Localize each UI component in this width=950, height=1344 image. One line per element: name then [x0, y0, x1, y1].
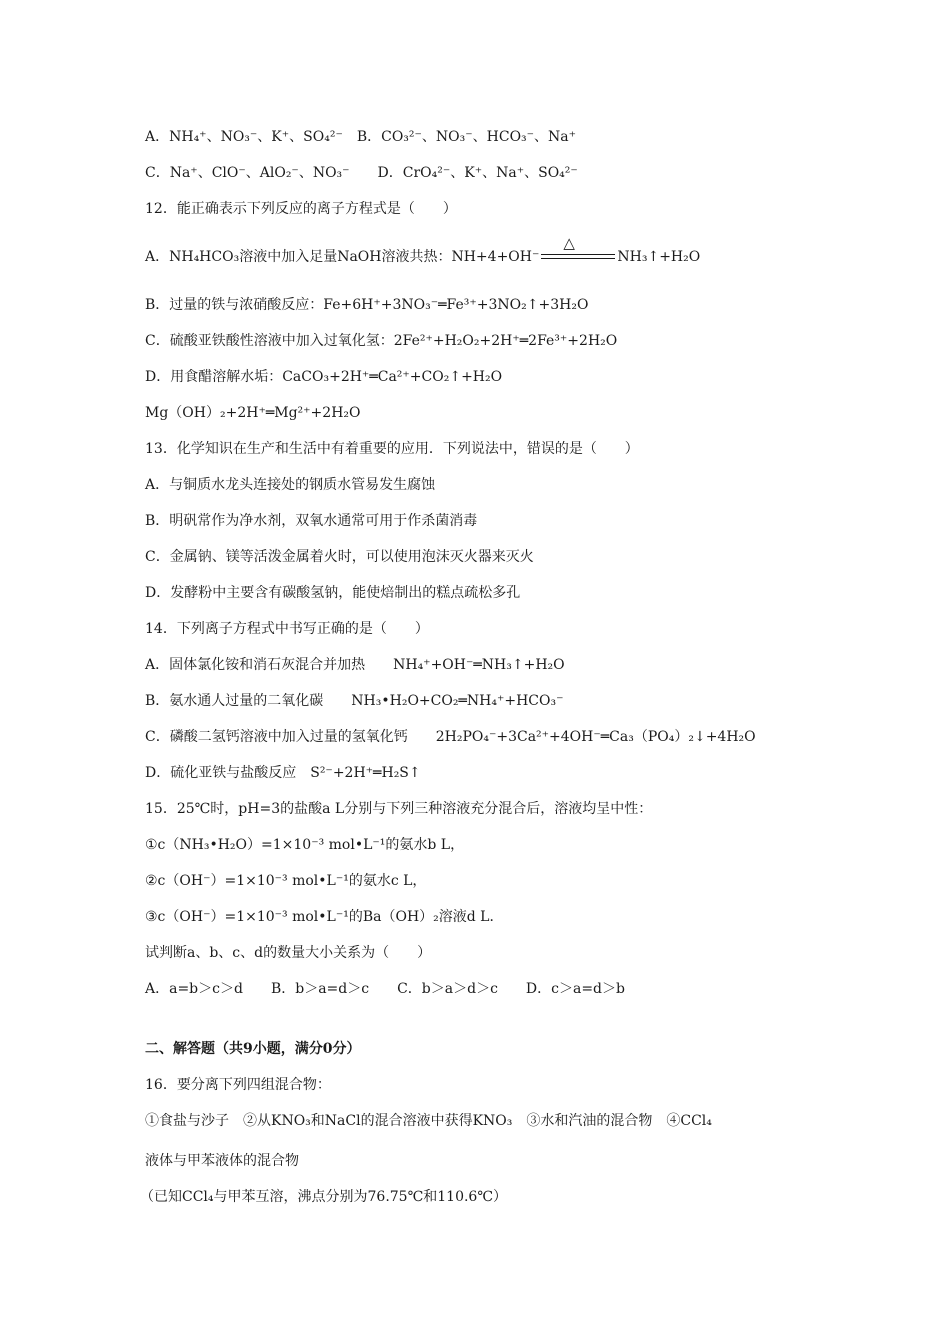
- q16-items: ①食盐与沙子 ②从KNO₃和NaCl的混合溶液中获得KNO₃ ③水和汽油的混合物 ④CCl₄: [145, 1113, 712, 1129]
- q12-option-d: D．用食醋溶解水垢：CaCO₃+2H⁺═Ca²⁺+CO₂↑+H₂O: [145, 369, 503, 385]
- q15-condition-3: ③c（OH⁻）=1×10⁻³ mol•L⁻¹的Ba（OH）₂溶液d L．: [145, 909, 504, 925]
- delta-heat-icon: △: [563, 234, 575, 252]
- q13-option-b: B．明矾常作为净水剂，双氧水通常可用于作杀菌消毒: [145, 513, 478, 529]
- q13-option-a: A．与铜质水龙头连接处的钢质水管易发生腐蚀: [145, 477, 436, 493]
- q13-option-c: C．金属钠、镁等活泼金属着火时，可以使用泡沫灭火器来灭火: [145, 549, 534, 565]
- q13-stem: 13．化学知识在生产和生活中有着重要的应用．下列说法中，错误的是（ ）: [145, 441, 639, 457]
- q15-options: A．a=b＞c＞d B．b＞a=d＞c C．b＞a＞d＞c D．c＞a=d＞b: [145, 981, 625, 997]
- q14-option-b: B．氨水通人过量的二氧化碳 NH₃•H₂O+CO₂═NH₄⁺+HCO₃⁻: [145, 693, 564, 709]
- q12-option-c: C．硫酸亚铁酸性溶液中加入过氧化氢：2Fe²⁺+H₂O₂+2H⁺═2Fe³⁺+2H₂O: [145, 333, 618, 349]
- q11-options-cd: C．Na⁺、ClO⁻、AlO₂⁻、NO₃⁻ D．CrO₄²⁻、K⁺、Na⁺、SO₄²⁻: [145, 165, 578, 181]
- q14-stem: 14．下列离子方程式中书写正确的是（ ）: [145, 621, 429, 637]
- q14-option-d: D．硫化亚铁与盐酸反应 S²⁻+2H⁺═H₂S↑: [145, 765, 421, 781]
- q12-option-d-cont: Mg（OH）₂+2H⁺═Mg²⁺+2H₂O: [145, 405, 361, 421]
- q15-condition-1: ①c（NH₃•H₂O）=1×10⁻³ mol•L⁻¹的氨水b L，: [145, 837, 465, 853]
- q15-condition-2: ②c（OH⁻）=1×10⁻³ mol•L⁻¹的氨水c L，: [145, 873, 427, 889]
- heating-equals-sign: [541, 234, 615, 267]
- q12a-left-text: A．NH₄HCO₃溶液中加入足量NaOH溶液共热：NH+4+OH⁻: [145, 249, 540, 265]
- q16-stem: 16．要分离下列四组混合物：: [145, 1077, 331, 1093]
- q16-items-cont: 液体与甲苯液体的混合物: [145, 1153, 299, 1169]
- q13-option-d: D．发酵粉中主要含有碳酸氢钠，能使焙制出的糕点疏松多孔: [145, 585, 521, 601]
- q14-option-a: A．固体氯化铵和消石灰混合并加热 NH₄⁺+OH⁻═NH₃↑+H₂O: [145, 657, 565, 673]
- q11-options-ab: A．NH₄⁺、NO₃⁻、K⁺、SO₄²⁻ B．CO₃²⁻、NO₃⁻、HCO₃⁻、Na⁺: [145, 129, 577, 145]
- q12-stem: 12．能正确表示下列反应的离子方程式是（ ）: [145, 201, 457, 217]
- q15-question: 试判断a、b、c、d的数量大小关系为（ ）: [145, 945, 432, 961]
- q12a-right-text: NH₃↑+H₂O: [617, 249, 701, 265]
- q16-note: （已知CCl₄与甲苯互溶，沸点分别为76.75℃和110.6℃）: [140, 1189, 507, 1205]
- q12-option-b: B．过量的铁与浓硝酸反应：Fe+6H⁺+3NO₃⁻═Fe³⁺+3NO₂↑+3H₂O: [145, 297, 589, 313]
- section-heading: 二、解答题（共9小题，满分0分）: [145, 1041, 361, 1057]
- q14-option-c: C．磷酸二氢钙溶液中加入过量的氢氧化钙 2H₂PO₄⁻+3Ca²⁺+4OH⁻═Ca₃（PO₄）₂↓+4H₂O: [145, 729, 756, 745]
- q15-stem: 15．25℃时，pH=3的盐酸a L分别与下列三种溶液充分混合后，溶液均呈中性：: [145, 801, 653, 817]
- q12-option-a: [145, 234, 701, 267]
